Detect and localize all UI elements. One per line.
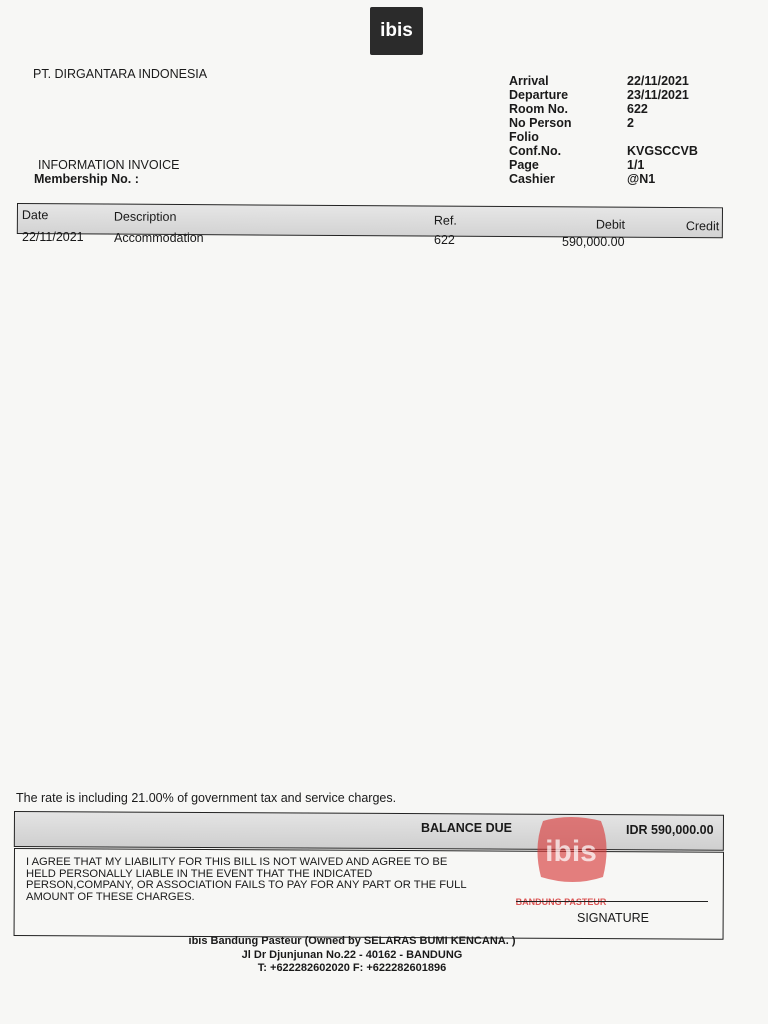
ibis-logo: ibis (370, 7, 423, 55)
info-label: Departure (509, 88, 569, 102)
row-description: Accommodation (114, 231, 204, 245)
footer-line-contact: T: +622282602020 F: +622282601896 (257, 962, 447, 974)
column-header-credit: Credit (685, 219, 720, 234)
info-label: Room No. (509, 102, 569, 116)
info-row-persons (509, 116, 698, 130)
footer-line-owner: ibis Bandung Pasteur (Owned by SELARAS BUMI KENCANA. ) (188, 935, 516, 947)
rate-note: The rate is including 21.00% of government tax and service charges. (16, 791, 397, 805)
liability-agreement: I AGREE THAT MY LIABILITY FOR THIS BILL IS NOT WAIVED AND AGREE TO BE HELD PERSONALLY LIABLE IN THE EVENT THAT THE INDICATED PERSON,COMPANY, OR ASSOCIATION FAILS TO PAY FOR ANY PART OR THE FULL AMOUNT OF THESE CHARGES. (26, 856, 467, 903)
stamp-logo-text: ibis (545, 835, 597, 868)
column-header-description: Description (113, 209, 177, 224)
info-row-confirmation (509, 144, 698, 158)
info-label: Conf.No. (509, 144, 562, 158)
info-value: 1/1 (627, 158, 645, 172)
info-label: No Person (509, 116, 572, 130)
info-row-cashier (509, 172, 698, 186)
row-date: 22/11/2021 (22, 230, 84, 244)
info-label: Cashier (509, 172, 555, 186)
invoice-title: INFORMATION INVOICE (38, 158, 180, 172)
column-header-ref: Ref. (433, 213, 457, 228)
info-label: Folio (509, 130, 539, 144)
info-value: 22/11/2021 (627, 74, 689, 88)
balance-due-label: BALANCE DUE (421, 821, 512, 835)
hotel-footer (0, 935, 768, 976)
info-row-departure (509, 88, 698, 102)
row-debit: 590,000.00 (562, 235, 625, 249)
info-value: KVGSCCVB (627, 144, 698, 158)
info-value: @N1 (627, 172, 656, 186)
info-row-room (509, 102, 698, 116)
company-name: PT. DIRGANTARA INDONESIA (33, 67, 208, 81)
info-value: 2 (627, 116, 634, 130)
membership-label: Membership No. : (34, 172, 139, 186)
stay-info (509, 74, 698, 186)
info-label: Arrival (509, 74, 549, 88)
info-value: 622 (627, 102, 648, 116)
balance-due-value: IDR 590,000.00 (626, 823, 714, 837)
info-row-folio (509, 130, 698, 144)
signature-label: SIGNATURE (577, 911, 649, 925)
stamp-text: BANDUNG PASTEUR (515, 897, 607, 907)
info-row-page (509, 158, 698, 172)
info-value: 23/11/2021 (627, 88, 689, 102)
info-label: Page (509, 158, 539, 172)
info-row-arrival (509, 74, 698, 88)
table-row (20, 230, 720, 249)
hotel-stamp (515, 815, 625, 915)
footer-line-address: Jl Dr Djunjunan No.22 - 40162 - BANDUNG (241, 948, 463, 961)
row-ref: 622 (434, 233, 455, 247)
column-header-date: Date (21, 208, 49, 223)
signature-line (516, 901, 708, 902)
column-header-debit: Debit (595, 217, 626, 232)
